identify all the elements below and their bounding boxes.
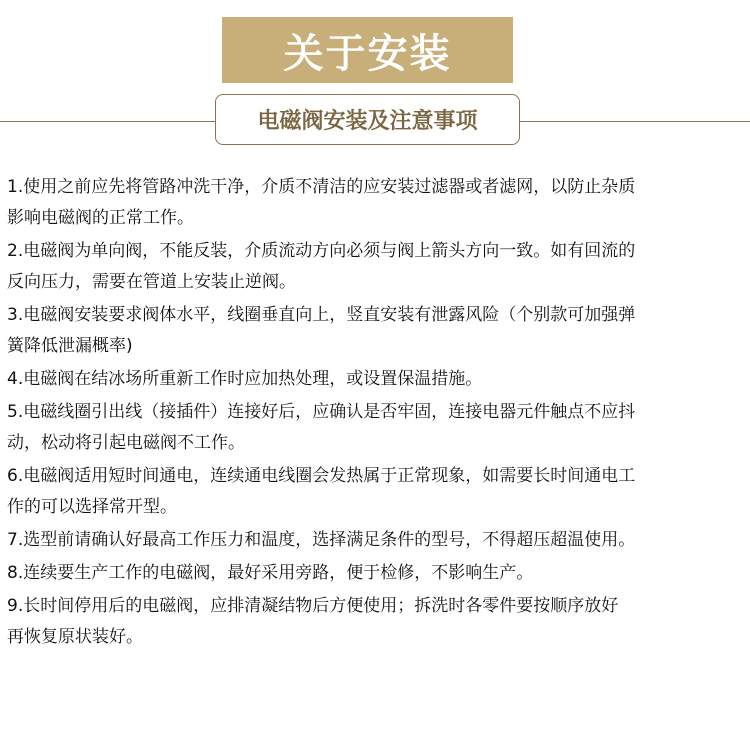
note-line: 影响电磁阀的正常工作。	[7, 208, 194, 228]
title-banner	[222, 17, 513, 83]
note-item	[7, 172, 750, 234]
page-title: 关于安装	[283, 30, 452, 77]
note-line: 6.电磁阀适用短时间通电，连续通电线圈会发热属于正常现象，如需要长时间通电工	[7, 466, 636, 486]
note-line: 动，松动将引起电磁阀不工作。	[7, 433, 245, 453]
note-line: 作的可以选择常开型。	[7, 497, 177, 517]
note-item	[7, 300, 750, 362]
section-subtitle: 电磁阀安装及注意事项	[257, 108, 478, 134]
note-item	[7, 364, 750, 395]
note-item	[7, 591, 750, 653]
note-line: 2.电磁阀为单向阀，不能反装，介质流动方向必须与阀上箭头方向一致。如有回流的	[7, 241, 636, 261]
divider-right	[519, 121, 750, 122]
note-line: 再恢复原状装好。	[7, 627, 143, 647]
divider-left	[0, 121, 216, 122]
note-item	[7, 461, 750, 523]
note-item	[7, 558, 750, 589]
note-item	[7, 236, 750, 298]
note-line: 1.使用之前应先将管路冲洗干净，介质不清洁的应安装过滤器或者滤网，以防止杂质	[7, 177, 636, 197]
note-line: 9.长时间停用后的电磁阀，应排清凝结物后方便使用；拆洗时各零件要按顺序放好	[7, 596, 619, 616]
note-line: 7.选型前请确认好最高工作压力和温度，选择满足条件的型号，不得超压超温使用。	[7, 530, 636, 550]
note-item	[7, 525, 750, 556]
note-line: 8.连续要生产工作的电磁阀，最好采用旁路，便于检修，不影响生产。	[7, 563, 534, 583]
note-line: 4.电磁阀在结冰场所重新工作时应加热处理，或设置保温措施。	[7, 369, 483, 389]
subtitle-box	[215, 94, 520, 145]
note-line: 簧降低泄漏概率)	[7, 336, 133, 356]
note-line: 反向压力，需要在管道上安装止逆阀。	[7, 272, 296, 292]
note-line: 3.电磁阀安装要求阀体水平，线圈垂直向上，竖直安装有泄露风险（个别款可加强弹	[7, 305, 636, 325]
notes-list	[7, 172, 750, 655]
note-item	[7, 397, 750, 459]
note-line: 5.电磁线圈引出线（接插件）连接好后，应确认是否牢固，连接电器元件触点不应抖	[7, 402, 636, 422]
